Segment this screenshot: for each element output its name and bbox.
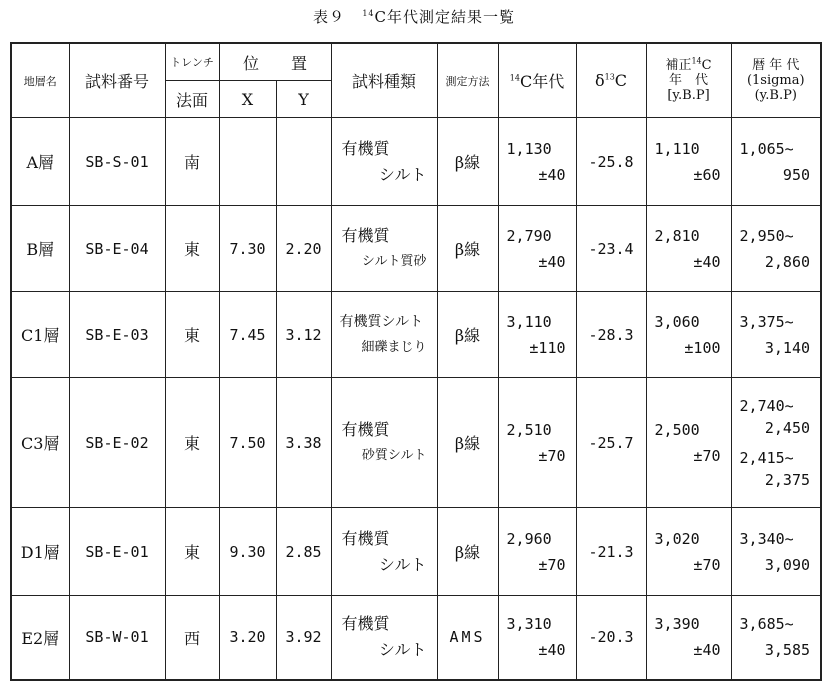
delta-cell: -20.3 (576, 596, 646, 680)
corrected-value: 3,390 (654, 615, 700, 634)
delta-cell: -25.8 (576, 118, 646, 206)
calendar-to-2: 2,375 (764, 470, 811, 489)
corrected-c: C (701, 58, 712, 73)
calendar-from: 1,065~ (739, 139, 794, 158)
calendar-cell (731, 378, 821, 508)
material-line-1: 有機質 (341, 614, 390, 634)
header-material: 試料種類 (331, 43, 437, 118)
header-trench: トレンチ (165, 43, 219, 81)
calendar-cell (731, 596, 821, 680)
calendar-from: 3,340~ (739, 529, 794, 548)
layer-cell: E2層 (11, 596, 69, 680)
x-cell: 9.30 (219, 508, 276, 596)
calendar-line-1: 暦 年 代 (752, 58, 800, 73)
method-cell: β線 (437, 378, 498, 508)
corrected-error: ±70 (693, 555, 721, 574)
trench-cell: 東 (165, 378, 219, 508)
table-title (0, 6, 828, 27)
x-cell: 7.50 (219, 378, 276, 508)
delta-cell: -21.3 (576, 508, 646, 596)
material-cell (331, 508, 437, 596)
age-error: ±40 (538, 252, 566, 271)
age-error: ±40 (538, 165, 566, 184)
material-cell (331, 118, 437, 206)
header-y: Y (276, 81, 331, 118)
corrected-error: ±40 (693, 641, 721, 660)
layer-cell: C1層 (11, 292, 69, 378)
material-line-1: 有機質 (341, 225, 390, 245)
y-cell: 3.38 (276, 378, 331, 508)
title-superscript: 14 (362, 9, 375, 18)
y-cell (276, 118, 331, 206)
x-cell: 7.45 (219, 292, 276, 378)
corrected-error: ±100 (684, 338, 721, 357)
material-line-2: 細礫まじり (361, 339, 427, 355)
delta-symbol: δ (594, 71, 605, 90)
material-cell (331, 378, 437, 508)
corrected-line-1 (647, 58, 731, 73)
calendar-cell (731, 292, 821, 378)
trench-cell: 南 (165, 118, 219, 206)
age-value: 2,790 (506, 226, 552, 245)
y-cell: 2.85 (276, 508, 331, 596)
delta-cell: -28.3 (576, 292, 646, 378)
material-cell (331, 596, 437, 680)
corrected-value: 2,810 (654, 226, 700, 245)
method-cell: β線 (437, 118, 498, 206)
sample-cell: SB-S-01 (69, 118, 165, 206)
x-cell (219, 118, 276, 206)
sample-cell: SB-W-01 (69, 596, 165, 680)
calendar-to: 3,140 (764, 338, 811, 357)
corrected-value: 2,500 (654, 420, 700, 439)
age-cell (498, 292, 576, 378)
table-row (11, 596, 821, 680)
header-sample: 試料番号 (69, 43, 165, 118)
material-line-2: シルト (378, 640, 427, 660)
table-row (11, 118, 821, 206)
corrected-cell (646, 292, 731, 378)
age-value: 2,510 (506, 420, 552, 439)
header-position: 位 置 (219, 43, 331, 81)
header-method: 測定方法 (437, 43, 498, 118)
age-cell (498, 596, 576, 680)
age-value: 3,310 (506, 615, 552, 634)
method-cell: β線 (437, 206, 498, 292)
trench-cell: 東 (165, 292, 219, 378)
corrected-error: ±40 (693, 252, 721, 271)
corrected-line-3: [y.B.P] (667, 88, 710, 103)
table-row (11, 292, 821, 378)
age-value: 2,960 (506, 529, 552, 548)
table-row (11, 378, 821, 508)
age-cell (498, 378, 576, 508)
calendar-from: 2,950~ (739, 226, 794, 245)
header-delta (576, 43, 646, 118)
header-trench-face: 法面 (165, 81, 219, 118)
c14-label: C年代 (519, 72, 565, 91)
sample-cell: SB-E-04 (69, 206, 165, 292)
table-row (11, 206, 821, 292)
calendar-to: 2,450 (764, 418, 811, 437)
calendar-to: 950 (782, 165, 811, 184)
calendar-to: 2,860 (764, 252, 811, 271)
delta-label: C (614, 71, 628, 90)
header-calendar-age (731, 43, 821, 118)
method-cell: AMS (437, 596, 498, 680)
delta-cell: -25.7 (576, 378, 646, 508)
corrected-cell (646, 378, 731, 508)
age-error: ±40 (538, 641, 566, 660)
calendar-from-2: 2,415~ (739, 448, 794, 467)
material-line-1: 有機質 (341, 138, 390, 158)
layer-cell: D1層 (11, 508, 69, 596)
x-cell: 7.30 (219, 206, 276, 292)
material-cell (331, 206, 437, 292)
trench-cell: 西 (165, 596, 219, 680)
material-cell (331, 292, 437, 378)
age-cell (498, 118, 576, 206)
material-line-2: シルト質砂 (361, 253, 427, 269)
title-text: C年代測定結果一覧 (374, 8, 515, 26)
calendar-to: 3,585 (764, 641, 811, 660)
layer-cell: B層 (11, 206, 69, 292)
calendar-line-2: (1sigma) (746, 73, 805, 88)
corrected-line-2: 年 代 (669, 73, 709, 88)
corrected-cell (646, 508, 731, 596)
corrected-error: ±70 (693, 446, 721, 465)
layer-cell: C3層 (11, 378, 69, 508)
layer-cell: A層 (11, 118, 69, 206)
sample-cell: SB-E-03 (69, 292, 165, 378)
corrected-cell (646, 118, 731, 206)
header-row-1 (11, 43, 821, 81)
y-cell: 2.20 (276, 206, 331, 292)
header-layer: 地層名 (11, 43, 69, 118)
calendar-cell (731, 206, 821, 292)
header-x: X (219, 81, 276, 118)
table-row (11, 508, 821, 596)
material-line-2: シルト (378, 554, 427, 574)
material-line-2: シルト (378, 164, 427, 184)
material-line-1: 有機質シルト (339, 313, 424, 330)
calendar-cell (731, 508, 821, 596)
material-line-2: 砂質シルト (361, 447, 427, 463)
c14-superscript: 14 (509, 73, 520, 83)
age-error: ±70 (538, 555, 566, 574)
material-line-1: 有機質 (341, 419, 390, 439)
age-value: 3,110 (506, 312, 552, 331)
age-error: ±70 (538, 446, 566, 465)
corrected-value: 3,060 (654, 312, 700, 331)
method-cell: β線 (437, 292, 498, 378)
header-c14-age (498, 43, 576, 118)
trench-cell: 東 (165, 206, 219, 292)
age-cell (498, 206, 576, 292)
calendar-from: 2,740~ (739, 396, 794, 415)
method-cell: β線 (437, 508, 498, 596)
corrected-value: 3,020 (654, 529, 700, 548)
trench-cell: 東 (165, 508, 219, 596)
corrected-cell (646, 206, 731, 292)
corrected-superscript: 14 (691, 56, 702, 66)
x-cell: 3.20 (219, 596, 276, 680)
calendar-cell (731, 118, 821, 206)
age-error: ±110 (529, 338, 566, 357)
y-cell: 3.12 (276, 292, 331, 378)
calendar-from: 3,375~ (739, 312, 794, 331)
header-corrected-age (646, 43, 731, 118)
results-table (10, 42, 822, 681)
corrected-label: 補正 (665, 58, 692, 73)
table-number: 表９ (313, 8, 346, 26)
age-value: 1,130 (506, 139, 552, 158)
corrected-value: 1,110 (654, 139, 700, 158)
material-line-1: 有機質 (341, 528, 390, 548)
age-cell (498, 508, 576, 596)
calendar-from: 3,685~ (739, 615, 794, 634)
corrected-error: ±60 (693, 165, 721, 184)
delta-superscript: 13 (604, 72, 615, 82)
delta-cell: -23.4 (576, 206, 646, 292)
sample-cell: SB-E-01 (69, 508, 165, 596)
calendar-line-3: (y.B.P) (754, 88, 797, 103)
calendar-to: 3,090 (764, 555, 811, 574)
sample-cell: SB-E-02 (69, 378, 165, 508)
corrected-cell (646, 596, 731, 680)
y-cell: 3.92 (276, 596, 331, 680)
